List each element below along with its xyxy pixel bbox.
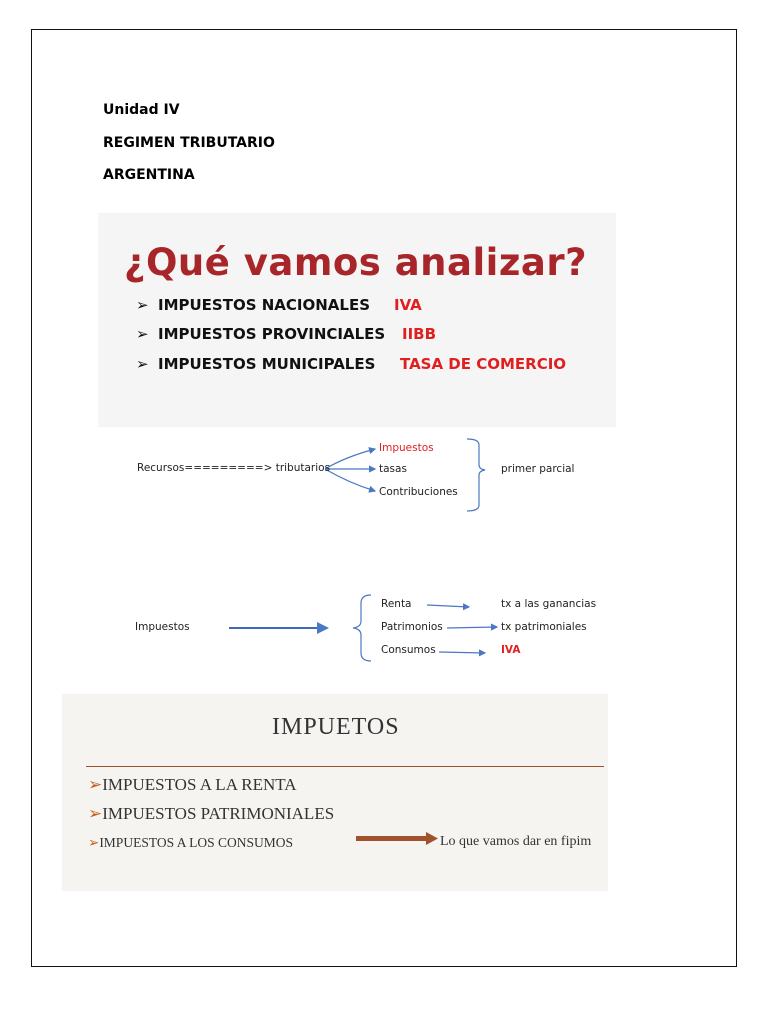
tax-name: IIBB [402,325,437,343]
title-divider [86,766,604,767]
result-iva: IVA [501,644,521,656]
branch-tasas: tasas [379,463,407,475]
regime-heading: REGIMEN TRIBUTARIO [103,135,275,151]
tax-category: IMPUESTOS NACIONALES [158,296,371,314]
list-item-label: IMPUESTOS PATRIMONIALES [102,804,335,823]
type-patrimonios: Patrimonios [381,621,443,633]
list-item [136,355,375,373]
list-item [136,325,385,343]
tax-diagram [113,431,602,670]
arrow-bullet-icon: ➢ [136,325,149,343]
list-item [136,296,370,314]
slide-what-to-analyze [98,213,616,427]
slide-impuestos [62,694,608,891]
slide-title: ¿Qué vamos analizar? [124,241,588,284]
right-arrow-icon [356,832,440,846]
arrow-bullet-icon: ➢ [136,355,149,373]
impuestos-label: Impuestos [135,621,190,633]
list-item-label: IMPUESTOS A LA RENTA [102,775,297,794]
tax-category: IMPUESTOS MUNICIPALES [158,355,376,373]
arrow-bullet-icon: ➢ [88,804,103,823]
tax-category: IMPUESTOS PROVINCIALES [158,325,386,343]
branch-impuestos: Impuestos [379,442,434,454]
country-heading: ARGENTINA [103,167,195,183]
list-item-label: IMPUESTOS A LOS CONSUMOS [99,835,293,850]
arrow-bullet-icon: ➢ [88,835,100,850]
resources-label: Recursos=========> tributarios [137,462,331,474]
arrow-bullet-icon: ➢ [88,775,103,794]
tax-name: IVA [394,296,422,314]
list-item [88,775,297,795]
type-consumos: Consumos [381,644,436,656]
branch-contribuciones: Contribuciones [379,486,458,498]
tax-name: TASA DE COMERCIO [400,355,567,373]
result-ganancias: tx a las ganancias [501,598,597,610]
list-item [88,804,334,824]
slide-title: IMPUETOS [272,714,400,740]
note-text: Lo que vamos dar en fipim [440,834,592,849]
result-patrimoniales: tx patrimoniales [501,621,587,633]
type-renta: Renta [381,598,412,610]
unit-heading: Unidad IV [103,102,180,118]
list-item [88,835,293,851]
group-note: primer parcial [501,463,575,475]
arrow-bullet-icon: ➢ [136,296,149,314]
